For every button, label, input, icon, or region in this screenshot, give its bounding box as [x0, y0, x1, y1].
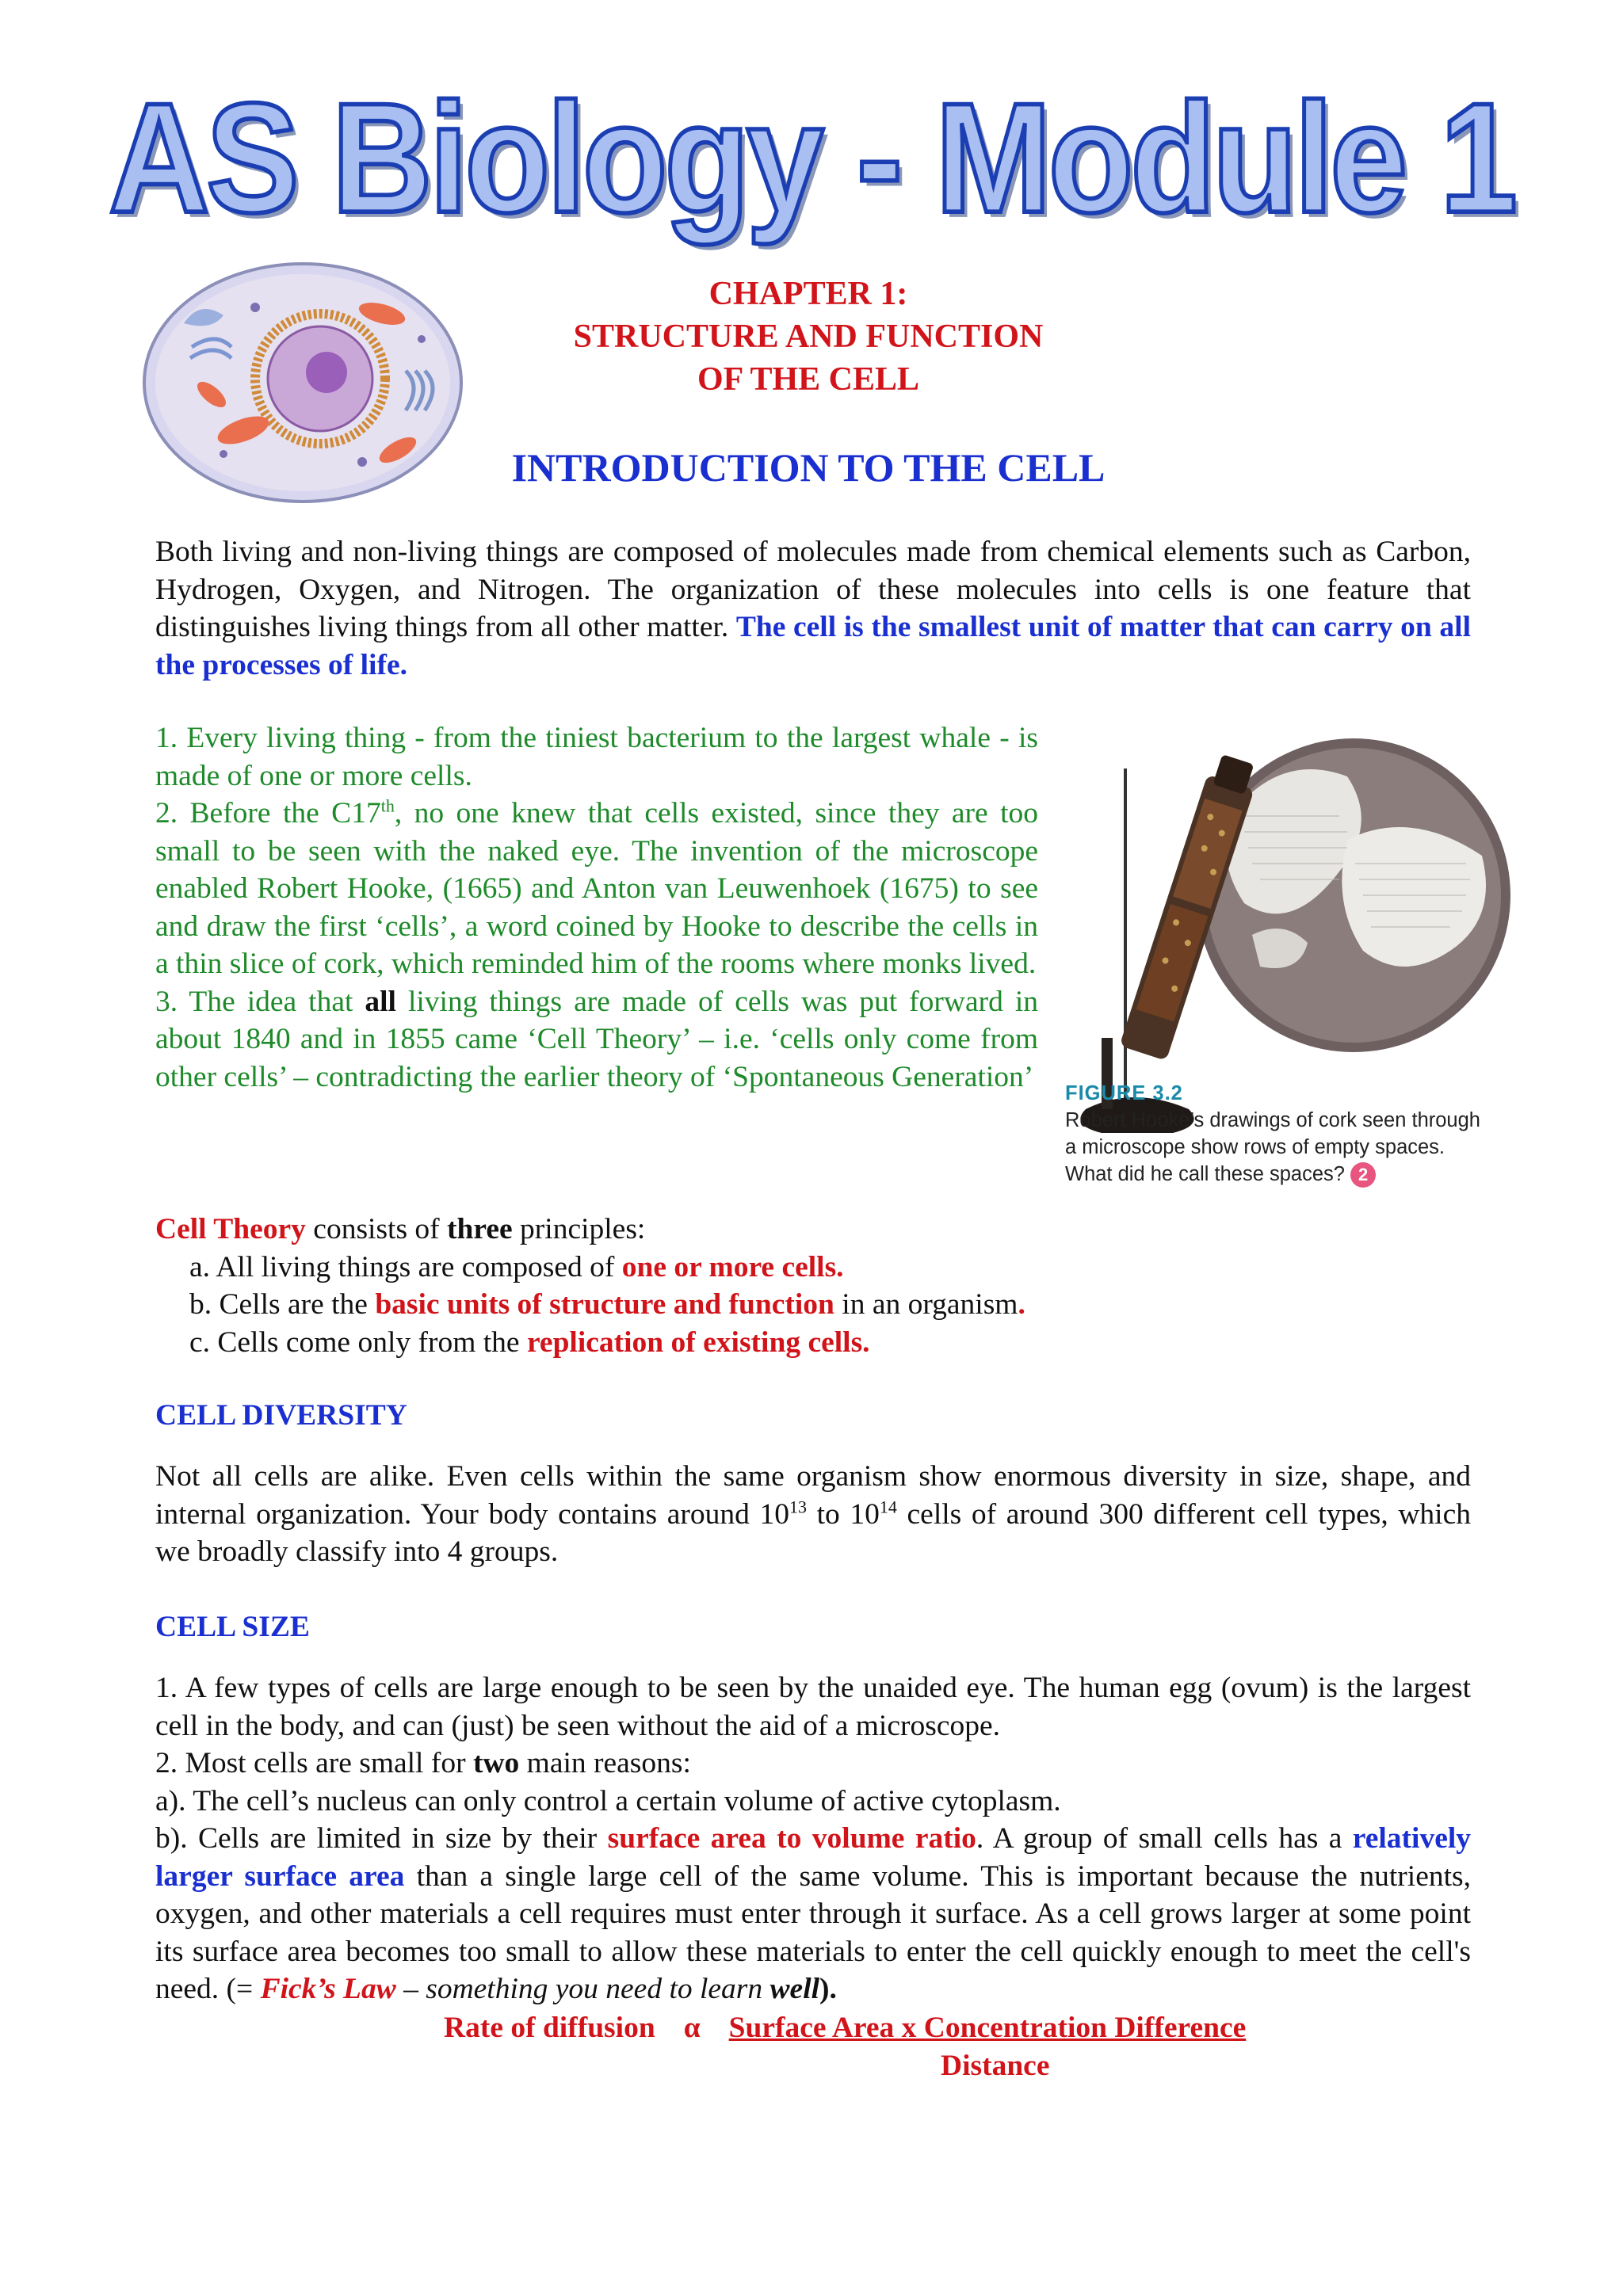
principle-b-end: in an organism — [834, 1288, 1018, 1321]
intro-heading: INTRODUCTION TO THE CELL — [511, 445, 1106, 490]
formula-proportional-symbol: α — [683, 2012, 701, 2044]
size-point-2-start: 2. Most cells are small for — [155, 1747, 473, 1779]
principle-c-text: c. Cells come only from the — [189, 1325, 527, 1359]
point-2 — [155, 795, 1038, 983]
size-reason-a: a). The cell’s nucleus can only control a certain volume of active cytoplasm. — [155, 1784, 1061, 1817]
size-point-2 — [155, 1745, 1471, 1783]
diffusion-formula — [444, 2009, 1246, 2047]
history-points — [155, 719, 1038, 1096]
intro-text: Both living and non-living things are composed of molecules made from chemical elements such as Carbon, Hydrogen, Oxygen, and Nitrogen. The organization of these molecules into cells is one feature that distinguishes living things from all other matter. — [155, 536, 1471, 643]
size-point-2-end: main reasons: — [519, 1747, 691, 1779]
point-3-rest: living things are made of cells was put forward in about 1840 and in 1855 came ‘Cell Theory’ – i.e. ‘cells only come from other cells’ – contradicting the earlier theory of ‘Spontaneous Generation’ — [155, 985, 1039, 1093]
formula-numerator: Surface Area x Concentration Difference — [728, 2012, 1247, 2044]
reason-b-3: than a single large cell of the same volume. This is important because the nutrients, oxygen, and other materials a cell requires must enter through it surface. As a cell grows larger at some point its surface area becomes too small to allow these materials to enter the cell quickly enough to meet the cell's need. (= — [155, 1859, 1471, 2005]
ficks-law-well: well — [769, 1973, 820, 2005]
principle-a-highlight: one or more cells. — [621, 1250, 844, 1283]
page-title: AS Biology - Module 1 — [109, 71, 1514, 246]
cell-theory-term: Cell Theory — [155, 1213, 306, 1245]
principle-b-text: b. Cells are the — [189, 1288, 376, 1321]
reason-b-2: . A group of small cells has a — [976, 1822, 1353, 1855]
principle-c-highlight: replication of existing cells. — [526, 1325, 870, 1359]
diversity-sup-2: 14 — [879, 1497, 897, 1516]
diversity-text-1: Not all cells are alike. Even cells within the same organism show enormous diversity in size, shape, and internal organization. Your body contains around 10 — [155, 1460, 1471, 1531]
formula-lhs: Rate of diffusion — [444, 2012, 655, 2044]
point-3-start: 3. The idea that — [155, 985, 365, 1018]
diversity-text-2: to 10 — [806, 1497, 880, 1531]
point-2-sup: th — [380, 795, 395, 816]
intro-key-statement: The cell is the smallest unit of matter that can carry on all the processes of life. — [155, 611, 1471, 681]
size-point-1: 1. A few types of cells are large enough to be seen by the unaided eye. The human egg (ovum) is the largest cell in the body, and can (just) be seen without the aid of a microscope. — [155, 1672, 1471, 1742]
principle-c — [155, 1324, 1503, 1362]
cell-theory — [155, 1211, 1503, 1361]
principle-b — [155, 1286, 1503, 1324]
cell-theory-count: three — [447, 1213, 513, 1245]
principle-a-text: a. All living things are composed of — [189, 1250, 622, 1283]
figure-label: FIGURE 3.2 — [1065, 1082, 1183, 1104]
cell-diversity-text — [155, 1458, 1471, 1571]
animal-cell-illustration — [136, 252, 469, 513]
reason-b-ratio: surface area to volume ratio — [607, 1822, 976, 1855]
reason-b-area: relatively larger surface area — [155, 1822, 1472, 1893]
ficks-law: Fick’s Law — [260, 1973, 396, 2005]
size-reason-b — [155, 1820, 1471, 2008]
cell-diversity-heading: CELL DIVERSITY — [155, 1399, 407, 1432]
intro-paragraph — [155, 533, 1471, 684]
point-3-bold: all — [365, 985, 396, 1018]
ficks-law-close: ). — [819, 1973, 837, 2005]
principle-b-dot: . — [1018, 1288, 1025, 1321]
cell-size-heading: CELL SIZE — [155, 1611, 310, 1643]
principle-b-highlight: basic units of structure and function — [375, 1288, 834, 1321]
cell-size-text — [155, 1669, 1471, 2008]
cell-theory-intro-end: principles: — [512, 1213, 646, 1245]
cell-theory-intro — [155, 1211, 1503, 1249]
cell-theory-intro-mid: consists of — [305, 1213, 448, 1245]
principle-a — [155, 1249, 1503, 1287]
figure-badge: 2 — [1350, 1162, 1376, 1188]
point-1: 1. Every living thing - from the tiniest bacterium to the largest whale - is made of one or more cells. — [155, 722, 1038, 792]
chapter-line-3: OF THE CELL — [697, 361, 920, 398]
chapter-line-1: CHAPTER 1: — [708, 276, 908, 312]
figure-caption-text: Robert Hooke’s drawings of cork seen through a microscope show rows of empty spaces. What did he call these spaces? — [1065, 1109, 1480, 1185]
formula-denominator: Distance — [941, 2050, 1050, 2082]
point-2-rest: , no one knew that cells existed, since they are too small to be seen with the naked eye. The invention of the microscope enabled Robert Hooke, (1665) and Anton van Leuwenhoek (1675) to see and draw the first ‘cells’, a word coined by Hooke to describe the cells in a thin slice of cork, which reminded him of the rooms where monks lived. — [155, 797, 1038, 980]
reason-b-1: b). Cells are limited in size by their — [155, 1822, 608, 1855]
size-point-2-bold: two — [472, 1747, 520, 1779]
chapter-heading — [507, 273, 1109, 401]
point-3 — [155, 983, 1038, 1097]
diversity-text-3: cells of around 300 different cell types, which we broadly classify into 4 groups. — [155, 1497, 1471, 1568]
chapter-line-2: STRUCTURE AND FUNCTION — [573, 318, 1044, 355]
point-2-start: 2. Before the C17 — [155, 797, 381, 830]
ficks-law-note: – something you need to learn — [395, 1973, 770, 2005]
diversity-sup-1: 13 — [789, 1497, 807, 1516]
figure-caption — [1065, 1080, 1493, 1188]
